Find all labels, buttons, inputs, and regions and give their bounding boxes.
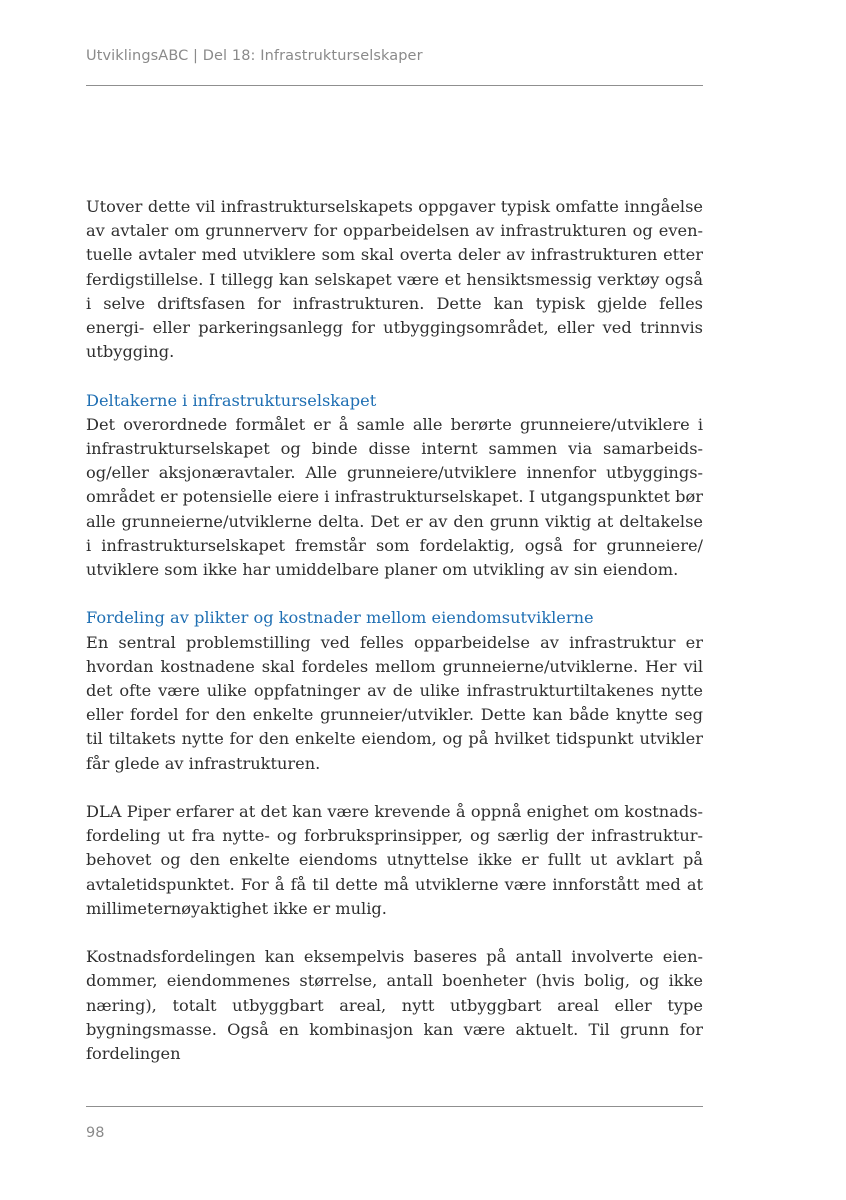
section-heading-deltakerne: Deltakerne i infrastrukturselskapet [86,390,377,410]
section-heading-fordeling: Fordeling av plikter og kostnader mellom eiendomsutviklerne [86,608,594,628]
paragraph-spacer [86,776,703,800]
body-paragraph: Kostnadsfordelingen kan eksempelvis baseres på antall involverte eiendommer, eiendommenes størrelse, antall boenheter (hvis bolig, og ikke næring), totalt utbyggbart areal, nytt utbyggbart areal eller type bygningsmasse. Også en kombinasjon kan være aktuelt. Til grunn for fordelingen [86,947,703,1064]
body-paragraph: Det overordnede formålet er å samle alle berørte grunneiere/utviklere i infrastrukturselskapet og binde disse internt sammen via samarbeids- og/eller aksjonæravtaler. Alle grunneiere/utviklere innenfor utbyggingsområdet er potensielle eiere i infrastrukturselskapet. I utgangspunktet bør alle grunneierne/utviklerne delta. Det er av den grunn viktig at deltakelse i infrastrukturselskapet fremstår som fordelaktig, også for grunneiere/ utviklere som ikke har umiddelbare planer om utvikling av sin eiendom. [86,414,703,580]
paragraph-spacer [86,364,703,388]
body-paragraph: Utover dette vil infrastrukturselskapets oppgaver typisk omfatte inngåelse av avtaler om grunnerverv for opparbeidelsen av infrastrukturen og eventuelle avtaler med utviklere som skal overta deler av infrastrukturen etter ferdigstillelse. I tillegg kan selskapet være et hensiktsmessig verktøy også i selve driftsfasen for infrastrukturen. Dette kan typisk gjelde felles energi- eller parkeringsanlegg for utbyggingsområdet, eller ved trinnvis utbygging. [86,197,703,362]
paragraph-spacer [86,582,703,606]
page-number: 98 [86,1125,105,1141]
running-header: UtviklingsABC | Del 18: Infrastrukturselskaper [86,48,423,64]
body-paragraph: DLA Piper erfarer at det kan være krevende å oppnå enighet om kostnadsfordeling ut fra nytte- og forbruksprinsipper, og særlig der infrastrukturbehovet og den enkelte eiendoms utnyttelse ikke er fullt ut avklart på avtaletidspunktet. For å få til dette må utviklerne være innforstått med at millimeternøyaktighet ikke er mulig. [86,802,703,918]
body-paragraph: En sentral problemstilling ved felles opparbeidelse av infrastruktur er hvordan kostnadene skal fordeles mellom grunneierne/utviklerne. Her vil det ofte være ulike oppfatninger av de ulike infrastrukturtiltakenes nytte eller fordel for den enkelte grunneier/utvikler. Dette kan både knytte seg til tiltakets nytte for den enkelte eiendom, og på hvilket tidspunkt utvikler får glede av infrastrukturen. [86,632,703,773]
paragraph-spacer [86,921,703,945]
page-body [86,195,703,1066]
footer-divider [86,1106,703,1107]
header-divider [86,85,703,86]
